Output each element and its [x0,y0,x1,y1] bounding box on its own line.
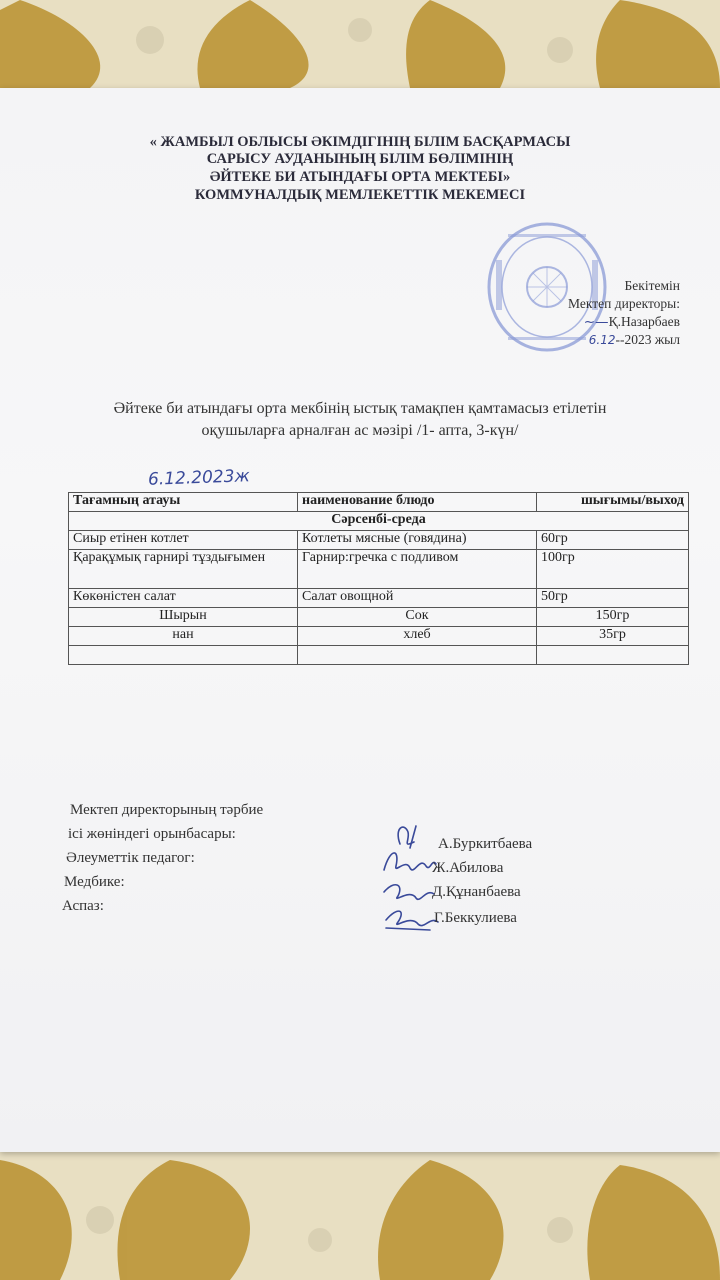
cell-ru: Котлеты мясные (говядина) [298,531,537,550]
name-nurse: Д.Құнанбаева [432,884,521,900]
cell-kz: Қарақұмық гарнирі тұздығымен [69,550,298,589]
cell-empty [537,646,689,665]
approval-label: Бекітемін [624,278,680,293]
header-line-4: КОММУНАЛДЫҚ МЕМЛЕКЕТТІК МЕКЕМЕСІ [194,187,526,203]
header-kz-name: Тағамның атауы [69,493,298,512]
role-nurse: Медбике: [64,874,125,890]
header-line-1: « ЖАМБЫЛ ОБЛЫСЫ ӘКІМДІГІНІҢ БІЛІМ БАСҚАРМАСЫ [149,134,571,150]
cell-ru: Салат овощной [298,589,537,608]
header-line-3: ӘЙТЕКЕ БИ АТЫНДАҒЫ ОРТА МЕКТЕБІ» [209,169,511,185]
table-row [69,531,689,550]
handwritten-signatures [380,818,440,948]
cell-kz: Шырын [69,608,298,627]
table-row [69,550,689,589]
document-title-line-2: оқушыларға арналған ас мәзірі /1- апта, 3-күн/ [201,422,519,439]
cell-out: 100гр [537,550,689,589]
cell-empty [69,646,298,665]
cell-kz: нан [69,627,298,646]
header-ru-name: наименование блюдо [298,493,537,512]
cell-kz: Сиыр етінен котлет [69,531,298,550]
cell-out: 60гр [537,531,689,550]
cell-out: 50гр [537,589,689,608]
name-deputy: А.Буркитбаева [438,836,533,852]
role-social-pedagogue: Әлеуметтік педагог: [66,850,195,866]
header-line-2: САРЫСУ АУДАНЫНЫҢ БІЛІМ БӨЛІМІНІҢ [206,151,514,167]
cell-empty [298,646,537,665]
day-row [69,512,689,531]
day-label: Сәрсенбі-среда [69,512,689,531]
cell-out: 35гр [537,627,689,646]
table-row-empty [69,646,689,665]
role-deputy-line-2: ісі жөніндегі орынбасары: [68,826,236,842]
cell-kz: Көкөністен салат [69,589,298,608]
table-row [69,627,689,646]
name-cook: Г.Беккулиева [434,910,517,926]
approval-date: 6.12--2023 жыл [588,332,680,347]
approval-director-title: Мектеп директоры: [568,296,680,311]
table-header-row [69,493,689,512]
document-title-line-1: Әйтеке би атындағы орта мекбінің ыстық тамақпен қамтамасыз етілетін [113,400,607,417]
role-deputy-line-1: Мектеп директорының тәрбие [70,802,264,818]
cell-out: 150гр [537,608,689,627]
cell-ru: хлеб [298,627,537,646]
approval-director-name: ~—Қ.Назарбаев [583,314,680,330]
cell-ru: Сок [298,608,537,627]
menu-table [68,492,689,665]
handwritten-date: 6.12.2023ж [147,466,251,490]
cell-ru: Гарнир:гречка с подливом [298,550,537,589]
table-row [69,589,689,608]
name-social-pedagogue: Ж.Абилова [432,860,504,876]
table-row [69,608,689,627]
role-cook: Аспаз: [62,898,104,914]
header-output: шығымы/выход [537,493,689,512]
